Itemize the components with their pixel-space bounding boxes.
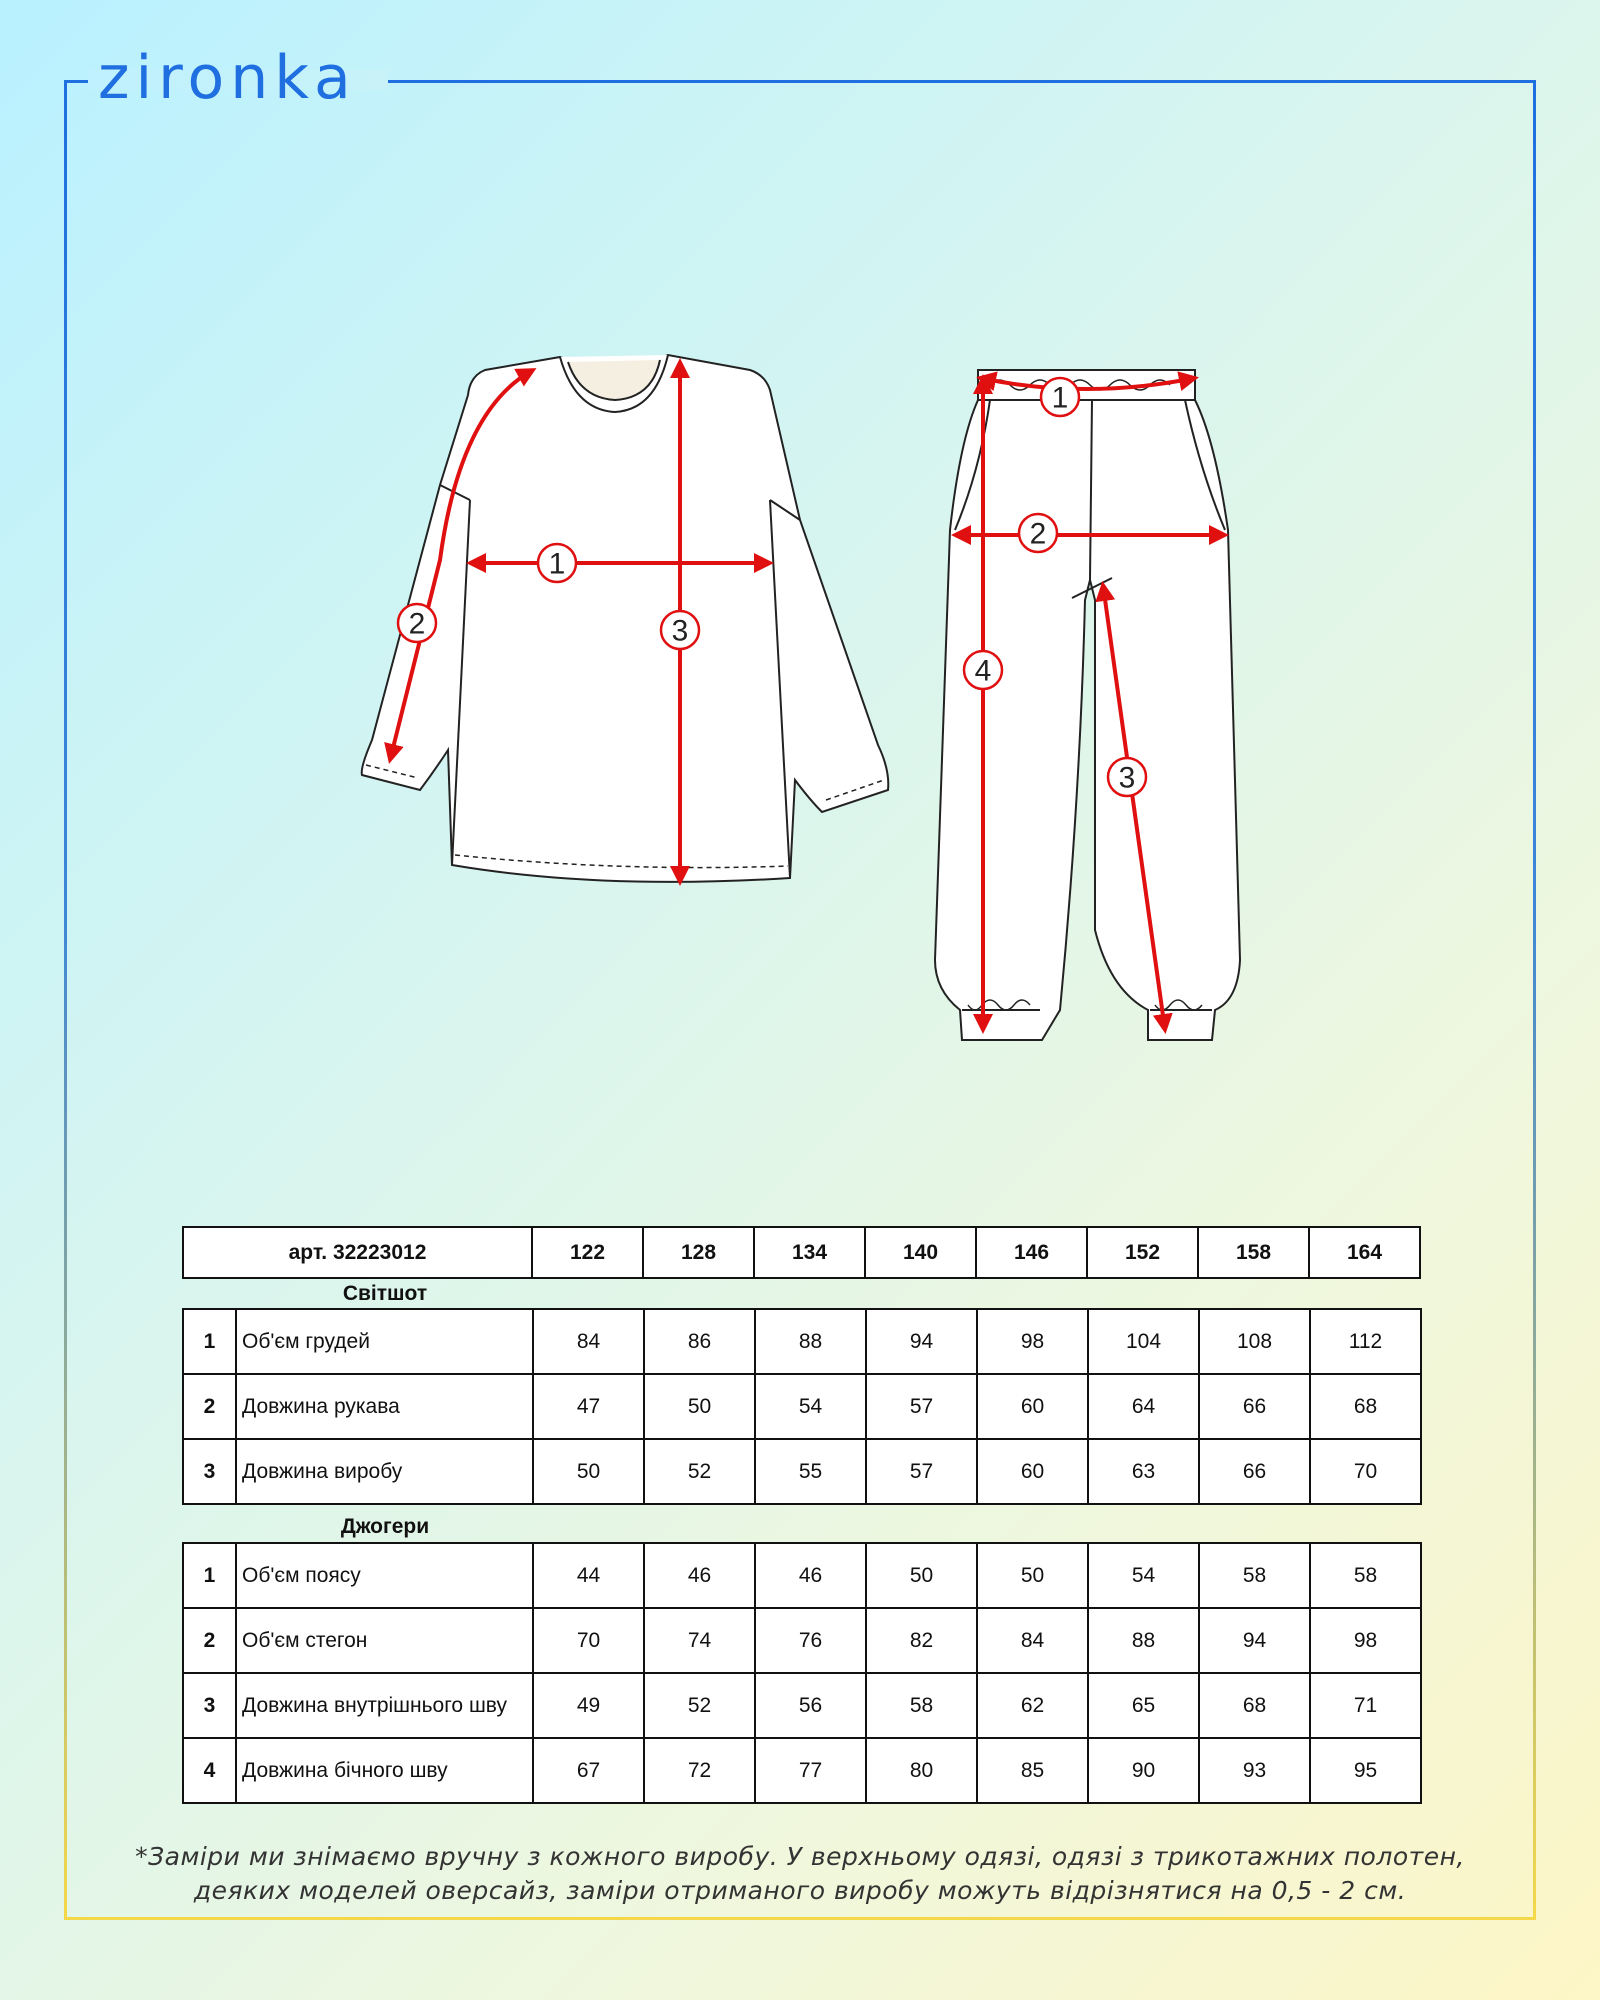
section-title-sweatshirt: Світшот [342, 1282, 428, 1305]
measurement-name: Об'єм грудей [236, 1309, 533, 1374]
measurement-value: 88 [1088, 1608, 1199, 1673]
measurement-value: 63 [1088, 1439, 1199, 1504]
measurement-value: 86 [644, 1309, 755, 1374]
size-164: 164 [1309, 1227, 1420, 1278]
measurement-value: 50 [644, 1374, 755, 1439]
measurement-value: 60 [977, 1439, 1088, 1504]
measurement-value: 76 [755, 1608, 866, 1673]
measurement-name: Довжина внутрішнього шву [236, 1673, 533, 1738]
measurement-value: 84 [977, 1608, 1088, 1673]
measurement-row [183, 1543, 1421, 1608]
measurement-value: 67 [533, 1738, 644, 1803]
measurement-value: 94 [866, 1309, 977, 1374]
measurement-value: 62 [977, 1673, 1088, 1738]
measurement-value: 70 [1310, 1439, 1421, 1504]
measurement-value: 112 [1310, 1309, 1421, 1374]
measurement-value: 108 [1199, 1309, 1310, 1374]
size-140: 140 [865, 1227, 976, 1278]
measurement-value: 56 [755, 1673, 866, 1738]
section-title-joggers: Джогери [340, 1515, 430, 1538]
joggers-drawing [935, 370, 1240, 1040]
jog-marker-3: 3 [1118, 761, 1136, 795]
measurement-value: 49 [533, 1673, 644, 1738]
sweat-marker-1: 1 [548, 547, 566, 581]
measurement-value: 50 [866, 1543, 977, 1608]
footnote-line-2: деяких моделей оверсайз, заміри отриманого виробу можуть відрізнятися на 0,5 - 2 см. [193, 1876, 1407, 1905]
measurement-value: 94 [1199, 1608, 1310, 1673]
measurement-footnote [70, 1840, 1530, 1908]
row-number: 1 [183, 1543, 236, 1608]
measurement-value: 64 [1088, 1374, 1199, 1439]
measurement-value: 98 [977, 1309, 1088, 1374]
measurement-name: Об'єм стегон [236, 1608, 533, 1673]
measurement-name: Довжина рукава [236, 1374, 533, 1439]
measurement-value: 88 [755, 1309, 866, 1374]
measurement-row [183, 1738, 1421, 1803]
measurement-value: 58 [1310, 1543, 1421, 1608]
row-number: 2 [183, 1374, 236, 1439]
measurement-value: 82 [866, 1608, 977, 1673]
measurement-row [183, 1374, 1421, 1439]
measurement-value: 93 [1199, 1738, 1310, 1803]
measurement-row [183, 1309, 1421, 1374]
row-number: 3 [183, 1673, 236, 1738]
measurement-value: 46 [755, 1543, 866, 1608]
size-128: 128 [643, 1227, 754, 1278]
article-number: арт. 32223012 [183, 1227, 532, 1278]
row-number: 1 [183, 1309, 236, 1374]
measurement-value: 70 [533, 1608, 644, 1673]
measurement-value: 72 [644, 1738, 755, 1803]
measurement-value: 65 [1088, 1673, 1199, 1738]
measurement-value: 50 [533, 1439, 644, 1504]
size-152: 152 [1087, 1227, 1198, 1278]
jog-marker-4: 4 [974, 654, 992, 688]
measurement-row [183, 1673, 1421, 1738]
measurement-value: 47 [533, 1374, 644, 1439]
measurement-value: 57 [866, 1374, 977, 1439]
measurement-value: 52 [644, 1673, 755, 1738]
jog-marker-1: 1 [1051, 381, 1069, 415]
measurement-value: 90 [1088, 1738, 1199, 1803]
measurement-value: 68 [1199, 1673, 1310, 1738]
measurement-value: 85 [977, 1738, 1088, 1803]
measurement-value: 66 [1199, 1439, 1310, 1504]
measurement-row [183, 1439, 1421, 1504]
row-number: 4 [183, 1738, 236, 1803]
measurement-value: 71 [1310, 1673, 1421, 1738]
measurement-value: 58 [866, 1673, 977, 1738]
brand-logo: zironka [98, 43, 357, 113]
size-header-row [183, 1227, 1420, 1278]
measurement-value: 84 [533, 1309, 644, 1374]
joggers-table [182, 1542, 1422, 1804]
size-158: 158 [1198, 1227, 1309, 1278]
measurement-value: 95 [1310, 1738, 1421, 1803]
jog-marker-2: 2 [1029, 517, 1047, 551]
measurement-name: Довжина бічного шву [236, 1738, 533, 1803]
row-number: 3 [183, 1439, 236, 1504]
sweat-marker-2: 2 [408, 607, 426, 641]
measurement-value: 77 [755, 1738, 866, 1803]
footnote-line-1: *Заміри ми знімаємо вручну з кожного виробу. У верхньому одязі, одязі з трикотажних полотен, [135, 1842, 1465, 1871]
measurement-value: 52 [644, 1439, 755, 1504]
size-134: 134 [754, 1227, 865, 1278]
measurement-row [183, 1608, 1421, 1673]
measurement-value: 46 [644, 1543, 755, 1608]
sweatshirt-table [182, 1308, 1422, 1505]
measurement-value: 60 [977, 1374, 1088, 1439]
measurement-value: 44 [533, 1543, 644, 1608]
sweatshirt-drawing [362, 355, 889, 882]
measurement-name: Об'єм поясу [236, 1543, 533, 1608]
measurement-value: 68 [1310, 1374, 1421, 1439]
sweat-marker-3: 3 [671, 614, 689, 648]
measurement-value: 55 [755, 1439, 866, 1504]
row-number: 2 [183, 1608, 236, 1673]
measurement-value: 74 [644, 1608, 755, 1673]
measurement-value: 57 [866, 1439, 977, 1504]
measurement-value: 66 [1199, 1374, 1310, 1439]
measurement-value: 80 [866, 1738, 977, 1803]
size-header-table [182, 1226, 1421, 1279]
measurement-value: 58 [1199, 1543, 1310, 1608]
measurement-value: 104 [1088, 1309, 1199, 1374]
size-122: 122 [532, 1227, 643, 1278]
size-146: 146 [976, 1227, 1087, 1278]
measurement-value: 54 [755, 1374, 866, 1439]
measurement-name: Довжина виробу [236, 1439, 533, 1504]
measurement-value: 54 [1088, 1543, 1199, 1608]
measurement-value: 50 [977, 1543, 1088, 1608]
measurement-value: 98 [1310, 1608, 1421, 1673]
